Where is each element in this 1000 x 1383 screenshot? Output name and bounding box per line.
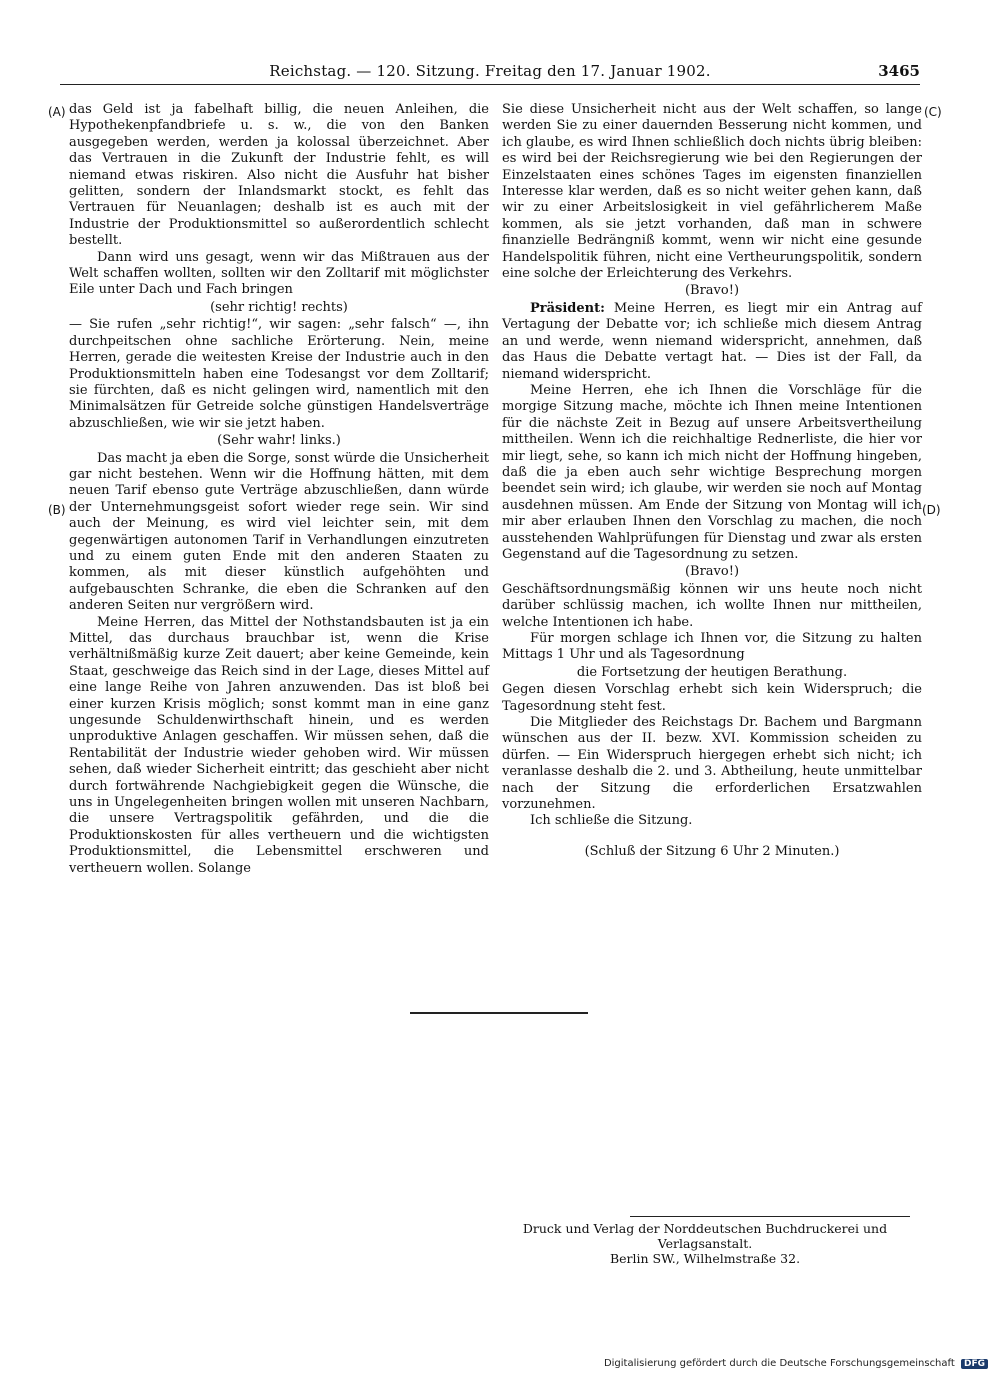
printer-rule <box>630 1216 910 1217</box>
paragraph-text: Meine Herren, es liegt mir ein Antrag auf Vertagung der Debatte vor; ich schließe mich diesem Antrag an und werde, wenn niemand widerspricht, annehmen, daß das Haus die Debatte vertagt hat. — Dies ist der Fall, da niemand widerspricht. <box>502 300 922 382</box>
paragraph: Gegen diesen Vorschlag erhebt sich kein Widerspruch; die Tagesordnung steht fest. <box>502 682 922 714</box>
paragraph: Für morgen schlage ich Ihnen vor, die Sitzung zu halten Mittags 1 Uhr und als Tagesordnung <box>502 631 922 663</box>
paragraph: Dann wird uns gesagt, wenn wir das Mißtrauen aus der Welt schaffen wollten, sollten wir den Zolltarif mit möglichster Eile unter Dach und Fach bringen <box>69 249 489 298</box>
paragraph: das Geld ist ja fabelhaft billig, die neuen Anleihen, die Hypothekenpfandbriefe u. s. w., die von den Banken ausgegeben werden, werden ja kolossal überzeichnet. Aber das Vertrauen in die Zukunft der Industrie fehlt, es will niemand etwas riskiren. Also nicht die Ausfuhr hat bisher gelitten, sondern der Inlandsmarkt stockt, es fehlt das Vertrauen für Neuanlagen; deshalb ist es auch mit der Industrie der Produktionsmittel so außerordentlich schlecht bestellt. <box>69 102 489 249</box>
paragraph: Sie diese Unsicherheit nicht aus der Welt schaffen, so lange werden Sie zu einer dauernden Besserung nicht kommen, und ich glaube, es wird Ihnen schließlich doch nichts übrig bleiben: es wird bei der Reichsregierung wie bei den Regierungen der Einzelstaaten eines schönes Tages im eigensten finanziellen Interesse klar werden, daß es so nicht weiter gehen kann, daß wir zu einer Arbeitslosigkeit in viel gefährlicherem Maße kommen, als sie jetzt vorhanden, daß man in schwere finanzielle Bedrängniß kommt, wenn wir nicht eine gesunde Handelspolitik führen, nicht eine Vertheurungspolitik, sondern eine solche der Erleichterung des Verkehrs. <box>502 102 922 282</box>
page-number: 3465 <box>878 62 920 80</box>
agenda-item: die Fortsetzung der heutigen Berathung. <box>576 664 848 680</box>
interjection: (sehr richtig! rechts) <box>210 299 348 315</box>
paragraph <box>502 301 922 383</box>
running-header <box>60 60 920 85</box>
dfg-logo-icon: DFG <box>961 1359 988 1369</box>
interjection: (Sehr wahr! links.) <box>217 433 341 449</box>
printer-line-1: Druck und Verlag der Norddeutschen Buchdruckerei und Verlagsanstalt. <box>522 1221 888 1251</box>
session-close: (Schluß der Sitzung 6 Uhr 2 Minuten.) <box>584 843 840 859</box>
margin-marker-c: (C) <box>924 105 942 119</box>
paragraph: Geschäftsordnungsmäßig können wir uns heute noch nicht darüber schlüssig machen, ich wollte Ihnen nur mittheilen, welche Intentionen ich habe. <box>502 581 922 630</box>
paragraph: — Sie rufen „sehr richtig!“, wir sagen: „sehr falsch“ —, ihn durchpeitschen ohne sachliche Erörterung. Nein, meine Herren, gerade die weitesten Kreise der Industrie auch in den Produktionsmitteln haben eine Todesangst vor dem Zolltarif; sie fürchten, daß es nicht gelingen wird, namentlich mit den Minimalsätzen für Getreide solche günstigen Handelsverträge abzuschließen, wie wir sie jetzt haben. <box>69 317 489 431</box>
printer-line-2: Berlin SW., Wilhelmstraße 32. <box>609 1251 801 1266</box>
interjection: (Bravo!) <box>684 283 740 299</box>
left-column <box>69 102 489 877</box>
interjection: (Bravo!) <box>684 564 740 580</box>
digitization-note <box>604 1358 988 1369</box>
header-title: Reichstag. — 120. Sitzung. Freitag den 17. Januar 1902. <box>269 62 711 80</box>
paragraph: Meine Herren, das Mittel der Nothstandsbauten ist ja ein Mittel, das durchaus brauchbar ist, wenn die Krise verhältnißmäßig kurze Zeit dauert; aber keine Gemeinde, kein Staat, geschweige das Reich sind in der Lage, dieses Mittel auf eine lange Reihe von Jahren anzuwenden. Das ist bloß bei einer kurzen Krisis möglich; sonst kommt man in eine ganz ungesunde Schuldenwirthschaft hinein, und es werden unproduktive Anlagen geschaffen. Wir müssen sehen, daß die Rentabilität der Industrie wieder gehoben wird. Wir müssen sehen, daß wieder Sicherheit eintritt; das geschieht aber nicht durch fortwährende Nachgiebigkeit gegen die Wünsche, die uns in Ungelegenheiten bringen wollen mit unseren Nachbarn, die unsere Vertragspolitik gefährden, und die die Produktionskosten für alles vertheuern und die wichtigsten Produktionsmittel, die Lebensmittel erschweren und vertheuern wollen. Solange <box>69 614 489 876</box>
digitization-text: Digitalisierung gefördert durch die Deutsche Forschungsgemeinschaft <box>603 1358 955 1369</box>
paragraph: Die Mitglieder des Reichstags Dr. Bachem und Bargmann wünschen aus der II. bezw. XVI. Kommission scheiden zu dürfen. — Ein Widerspruch hiergegen erhebt sich nicht; ich veranlasse deshalb die 2. und 3. Abtheilung, heute unmittelbar nach der Sitzung die erforderlichen Ersatzwahlen vorzunehmen. <box>502 715 922 813</box>
margin-marker-d: (D) <box>922 503 941 517</box>
paragraph: Das macht ja eben die Sorge, sonst würde die Unsicherheit gar nicht bestehen. Wenn wir die Hoffnung hätten, mit dem neuen Tarif ebenso gute Verträge abzuschließen, dann würde der Unternehmungsgeist sofort wieder rege sein. Wir sind auch der Meinung, es wird viel leichter sein, mit dem gegenwärtigen autonomen Tarif in Verhandlungen einzutreten und zu einem guten Ende mit den anderen Staaten zu kommen, als mit dieser künstlich aufgehöhten und aufgebauschten Schranke, die eben die Schranken auf den anderen Seiten nur vergrößern wird. <box>69 450 489 614</box>
printer-imprint <box>500 1221 910 1266</box>
paragraph: Ich schließe die Sitzung. <box>530 813 693 829</box>
speaker-label: Präsident: <box>530 300 605 316</box>
paragraph: Meine Herren, ehe ich Ihnen die Vorschläge für die morgige Sitzung mache, möchte ich Ihnen meine Intentionen für die nächste Zeit in Bezug auf unsere Arbeitsvertheilung mittheilen. Wenn ich die reichhaltige Rednerliste, die hier vor mir liegt, sehe, so kann ich mich nicht der Hoffnung hingeben, daß die ja eben auch sehr wichtige Besprechung morgen beendet sein wird; ich glaube, wir werden sie noch auf Montag ausdehnen müssen. Am Ende der Sitzung von Montag will ich mir aber erlauben Ihnen den Vorschlag zu machen, die noch ausstehenden Wahlprüfungen für Dienstag und zwar als ersten Gegenstand auf die Tagesordnung zu setzen. <box>502 382 922 562</box>
margin-marker-b: (B) <box>48 503 66 517</box>
right-column <box>502 102 922 861</box>
section-divider <box>410 1012 588 1014</box>
margin-marker-a: (A) <box>48 105 66 119</box>
